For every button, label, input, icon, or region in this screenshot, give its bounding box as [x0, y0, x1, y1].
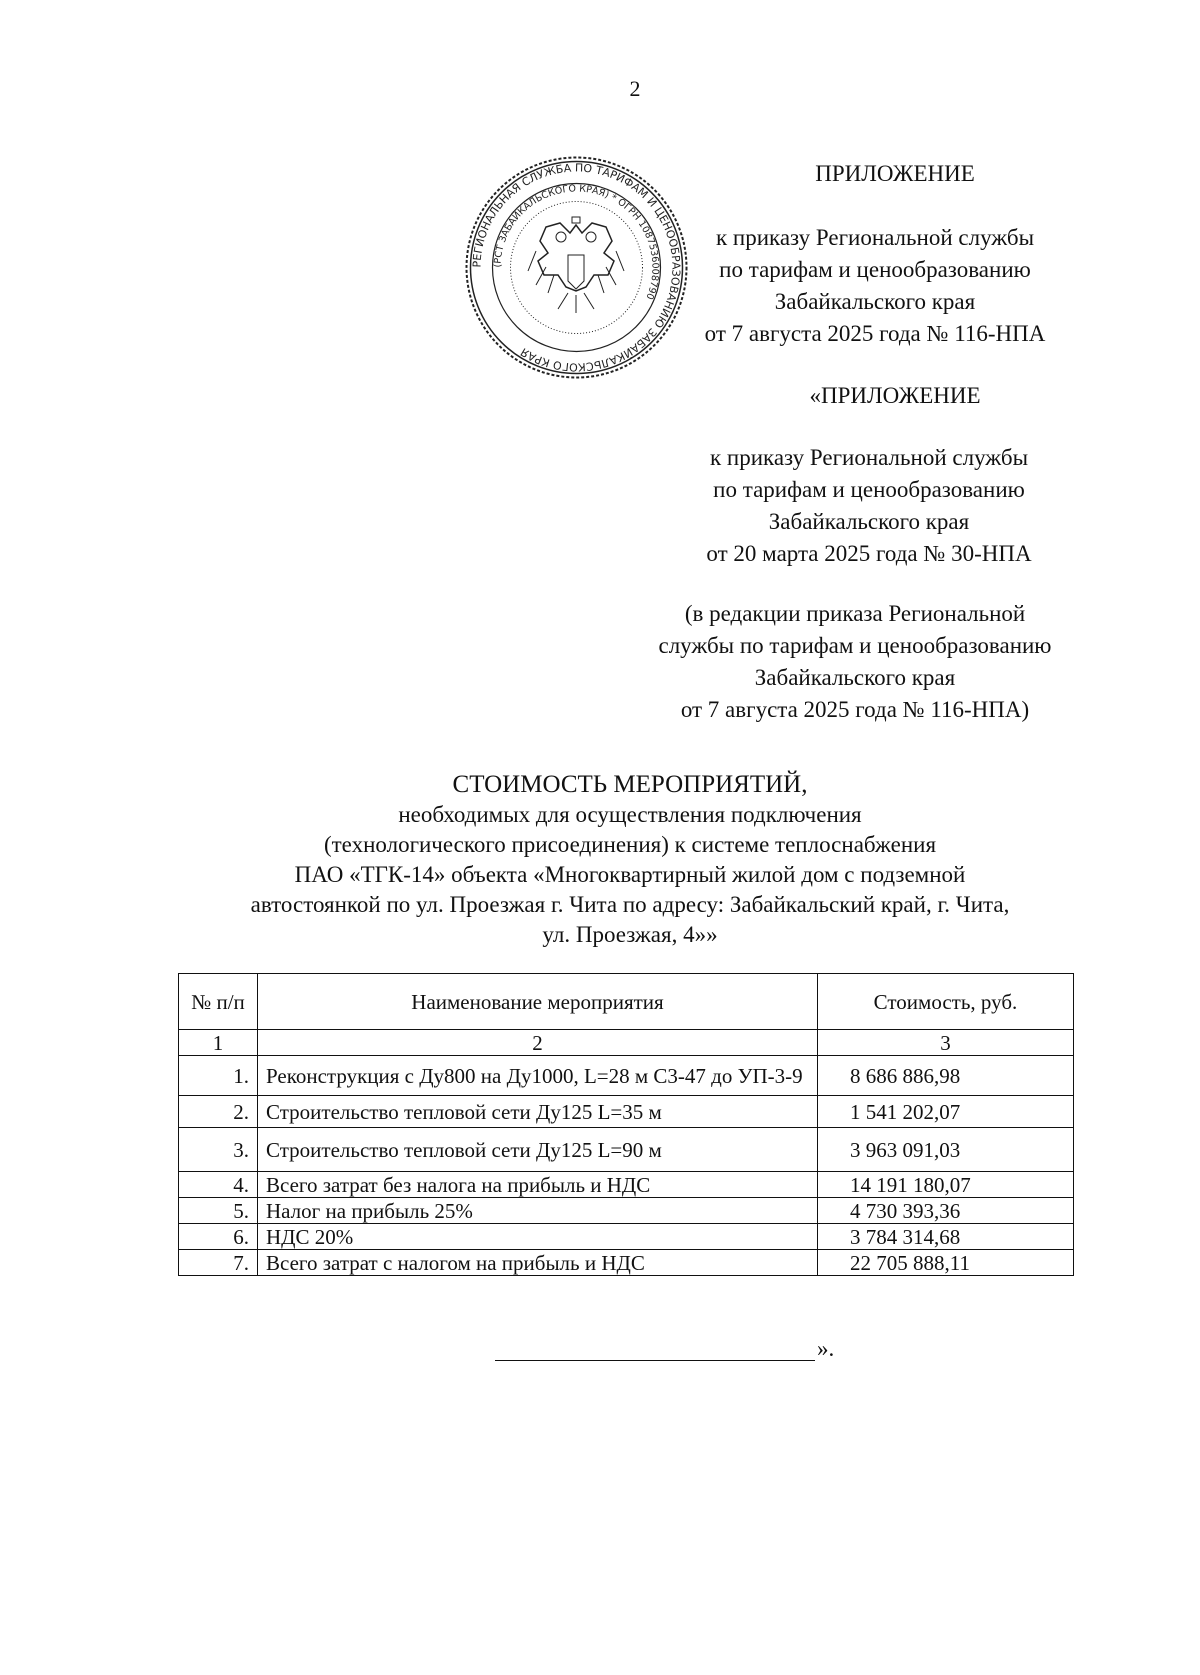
- appendix-line: от 7 августа 2025 года № 116-НПА: [704, 321, 1046, 346]
- table-row: [179, 1198, 1074, 1224]
- appendix-line: по тарифам и ценообразованию: [719, 257, 1031, 282]
- appendix-title: ПРИЛОЖЕНИЕ: [815, 161, 975, 186]
- row-name: Реконструкция с Ду800 на Ду1000, L=28 м С3-47 до УП-3-9: [258, 1056, 818, 1096]
- row-num: 4.: [179, 1172, 258, 1198]
- heading-line: (технологического присоединения) к системе теплоснабжения: [323, 832, 937, 857]
- closing-quote: ».: [817, 1336, 835, 1361]
- seal-inner-text: (РСТ ЗАБАЙКАЛЬСКОГО КРАЯ) * ОГРН 1087536008790: [492, 183, 661, 301]
- table-row: [179, 1250, 1074, 1276]
- row-cost: 4 730 393,36: [818, 1198, 1074, 1224]
- original-appendix-reference: [652, 442, 1086, 570]
- appendix-line: к приказу Региональной службы: [709, 445, 1029, 470]
- edition-note: [620, 598, 1090, 726]
- official-seal: [464, 155, 689, 380]
- heading-line: ул. Проезжая, 4»»: [542, 922, 718, 947]
- header-name: Наименование мероприятия: [258, 974, 818, 1030]
- row-name: Строительство тепловой сети Ду125 L=35 м: [258, 1096, 818, 1128]
- row-name: Всего затрат без налога на прибыль и НДС: [258, 1172, 818, 1198]
- row-cost: 8 686 886,98: [818, 1056, 1074, 1096]
- row-cost: 3 963 091,03: [818, 1128, 1074, 1172]
- appendix-line: по тарифам и ценообразованию: [713, 477, 1025, 502]
- header-num: № п/п: [179, 974, 258, 1030]
- page-number: 2: [629, 76, 641, 101]
- table-row: [179, 1172, 1074, 1198]
- row-name: Всего затрат с налогом на прибыль и НДС: [258, 1250, 818, 1276]
- heading-line: необходимых для осуществления подключения: [398, 802, 862, 827]
- row-num: 5.: [179, 1198, 258, 1224]
- row-cost: 22 705 888,11: [818, 1250, 1074, 1276]
- appendix-reference: [665, 222, 1085, 350]
- index-cell: 2: [258, 1030, 818, 1056]
- heading-line: ПАО «ТГК-14» объекта «Многоквартирный жилой дом с подземной: [294, 862, 966, 887]
- row-cost: 14 191 180,07: [818, 1172, 1074, 1198]
- row-num: 2.: [179, 1096, 258, 1128]
- cost-table: [178, 973, 1074, 1276]
- signature-line: [495, 1360, 815, 1361]
- appendix-line: к приказу Региональной службы: [715, 225, 1035, 250]
- seal-outer-text: РЕГИОНАЛЬНАЯ СЛУЖБА ПО ТАРИФАМ И ЦЕНООБРАЗОВАНИЮ ЗАБАЙКАЛЬСКОГО КРАЯ: [470, 161, 683, 374]
- row-name: НДС 20%: [258, 1224, 818, 1250]
- edition-line: от 7 августа 2025 года № 116-НПА): [680, 697, 1030, 722]
- row-cost: 3 784 314,68: [818, 1224, 1074, 1250]
- edition-line: службы по тарифам и ценообразованию: [658, 633, 1052, 658]
- document-heading: [170, 770, 1090, 950]
- table-index-row: [179, 1030, 1074, 1056]
- row-name: Строительство тепловой сети Ду125 L=90 м: [258, 1128, 818, 1172]
- row-num: 1.: [179, 1056, 258, 1096]
- table-row: [179, 1056, 1074, 1096]
- heading-title: СТОИМОСТЬ МЕРОПРИЯТИЙ,: [452, 771, 808, 798]
- edition-line: (в редакции приказа Региональной: [684, 601, 1026, 626]
- double-headed-eagle-icon: [528, 217, 624, 313]
- row-cost: 1 541 202,07: [818, 1096, 1074, 1128]
- appendix-line: Забайкальского края: [768, 509, 970, 534]
- appendix-line: от 20 марта 2025 года № 30-НПА: [706, 541, 1032, 566]
- closing-mark: [495, 1336, 855, 1366]
- heading-line: автостоянкой по ул. Проезжая г. Чита по адресу: Забайкальский край, г. Чита,: [250, 892, 1010, 917]
- index-cell: 1: [179, 1030, 258, 1056]
- original-appendix-title: «ПРИЛОЖЕНИЕ: [809, 383, 981, 408]
- edition-line: Забайкальского края: [754, 665, 956, 690]
- row-num: 3.: [179, 1128, 258, 1172]
- appendix-line: Забайкальского края: [774, 289, 976, 314]
- row-name: Налог на прибыль 25%: [258, 1198, 818, 1224]
- table-row: [179, 1128, 1074, 1172]
- table-row: [179, 1096, 1074, 1128]
- index-cell: 3: [818, 1030, 1074, 1056]
- table-header-row: [179, 974, 1074, 1030]
- row-num: 7.: [179, 1250, 258, 1276]
- header-cost: Стоимость, руб.: [818, 974, 1074, 1030]
- row-num: 6.: [179, 1224, 258, 1250]
- table-row: [179, 1224, 1074, 1250]
